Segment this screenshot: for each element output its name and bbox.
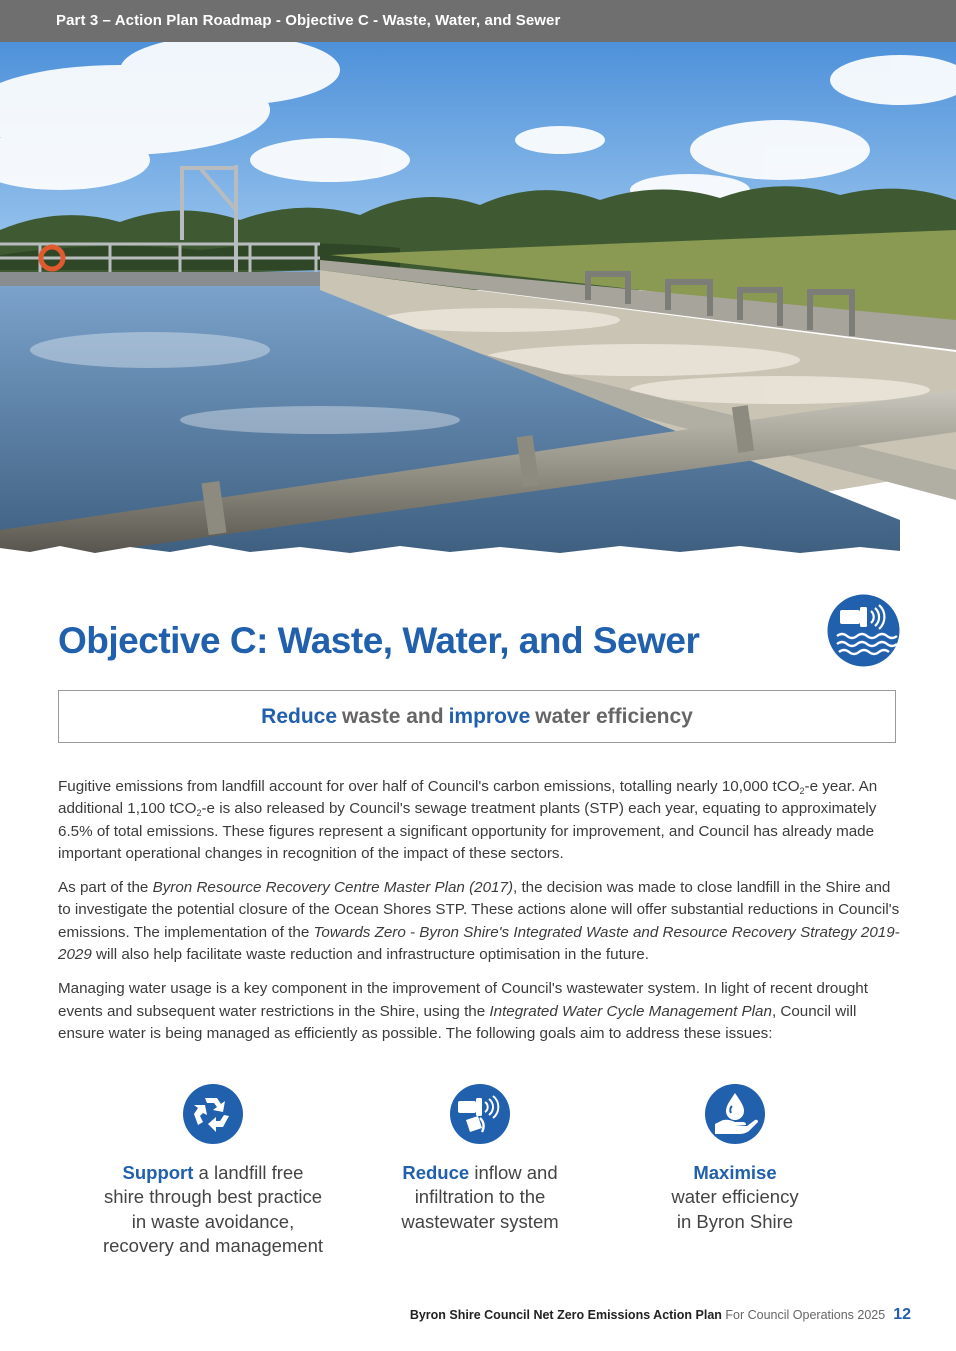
tagline-word-water: water efficiency (535, 704, 693, 728)
tagline-word-waste: waste and (342, 704, 444, 728)
goal-maximise (595, 1084, 875, 1234)
goal-support (73, 1084, 353, 1258)
paragraph-2: As part of the Byron Resource Recovery Centre Master Plan (2017), the decision was made to close landfill in the Shire and to investigate the potential closure of the Ocean Shores STP. These actions alone will offer substantial reductions in Council's emissions. The implementation of the Towards Zero - Byron Shire's Integrated Waste and Resource Recovery Strategy 2019-2029 will also help facilitate waste reduction and infrastructure optimisation in the future. (58, 879, 900, 964)
recycle-arrows-icon (183, 1084, 243, 1144)
tagline-word-reduce: Reduce (261, 704, 338, 728)
water-treatment-icon (827, 594, 900, 667)
tagline-box (58, 690, 896, 743)
body-text (58, 776, 903, 1057)
paragraph-3: Managing water usage is a key component in the improvement of Council's wastewater system. In light of recent drought events and subsequent water restrictions in the Shire, using the Integrated Water Cycle Management Plan, Council will ensure water is being managed as efficiently as possible. The following goals aim to address these issues: (58, 980, 868, 1042)
page-title: Objective C: Waste, Water, and Sewer (58, 620, 700, 661)
tagline-word-improve: improve (448, 704, 531, 728)
page-number: 12 (893, 1306, 911, 1323)
pipe-water-icon (450, 1084, 510, 1144)
goal-reduce (340, 1084, 620, 1234)
header-bar (0, 0, 956, 42)
breadcrumb: Part 3 – Action Plan Roadmap - Objective C - Waste, Water, and Sewer (56, 12, 561, 29)
footer-doc-subtitle: For Council Operations 2025 (721, 1308, 886, 1322)
hero-image (0, 0, 956, 555)
goal-maximise-text: Maximise water efficiency in Byron Shire (671, 1162, 799, 1232)
footer (410, 1306, 911, 1324)
footer-doc-title: Byron Shire Council Net Zero Emissions Action Plan (409, 1308, 722, 1322)
goal-reduce-text: Reduce inflow and infiltration to the wastewater system (401, 1162, 559, 1232)
goal-support-text: Support a landfill free shire through best practice in waste avoidance, recovery and management (102, 1162, 324, 1256)
paragraph-1: Fugitive emissions from landfill account for over half of Council's carbon emissions, totalling nearly 10,000 tCO$_2$-e year. An additional 1,100 tCO$_2$-e is also released by Council's sewage treatment plants (STP) each year, equating to approximately 6.5% of total emissions. These figures represent a significant opportunity for improvement, and Council has already made important operational changes in recognition of the impact of these sectors. (58, 778, 878, 862)
water-drop-hand-icon (705, 1084, 765, 1144)
wastewater-plant-illustration (0, 0, 956, 555)
